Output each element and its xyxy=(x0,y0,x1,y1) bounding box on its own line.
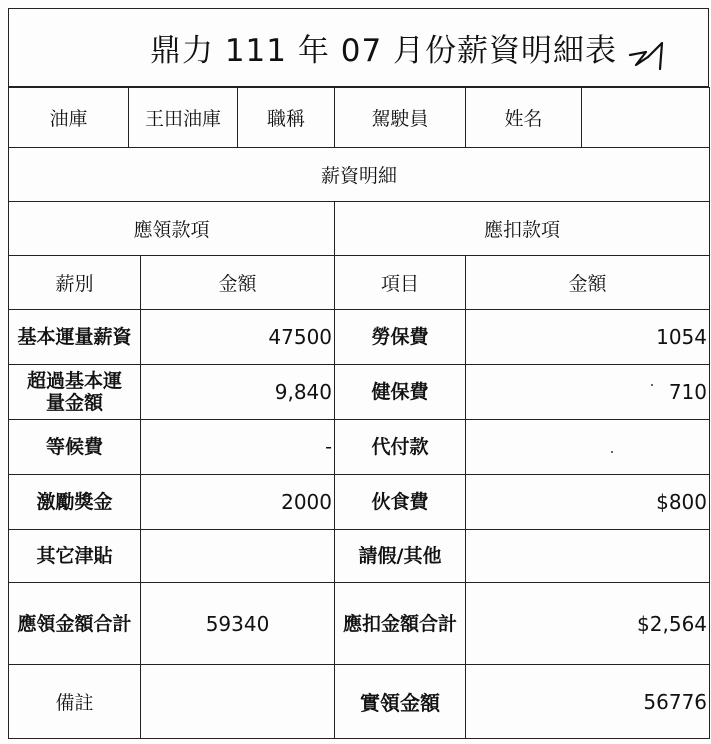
earning-label: 基本運量薪資 xyxy=(9,310,141,365)
earning-value: - xyxy=(141,420,335,475)
name-value xyxy=(582,88,710,148)
position-label: 職稱 xyxy=(238,88,335,148)
deductions-total-label: 應扣金額合計 xyxy=(335,583,466,665)
position-value: 駕駛員 xyxy=(335,88,466,148)
net-pay-label: 實領金額 xyxy=(335,665,466,739)
earning-label: 等候費 xyxy=(9,420,141,475)
item-header: 項目 xyxy=(335,256,466,310)
earning-label: 超過基本運量金額 xyxy=(9,365,141,420)
table-row xyxy=(9,310,710,365)
depot-value: 王田油庫 xyxy=(129,88,238,148)
deductions-amount-header: 金額 xyxy=(466,256,710,310)
page-title: 鼎力 111 年 07 月份薪資明細表 xyxy=(149,33,618,69)
net-pay-value: 56776 xyxy=(466,665,710,739)
earning-label: 其它津貼 xyxy=(9,530,141,583)
handwritten-signature xyxy=(626,35,674,75)
deductions-total-value: $2,564 xyxy=(466,583,710,665)
table-row xyxy=(9,365,710,420)
deduction-label: 請假/其他 xyxy=(335,530,466,583)
deduction-label: 代付款 xyxy=(335,420,466,475)
deduction-value: $800 xyxy=(466,475,710,530)
info-row xyxy=(9,88,710,148)
footer-row xyxy=(9,665,710,739)
salary-table xyxy=(8,87,710,739)
scan-speck xyxy=(611,451,613,453)
column-header-row xyxy=(9,256,710,310)
totals-row xyxy=(9,583,710,665)
earning-value: 47500 xyxy=(141,310,335,365)
category-header-row xyxy=(9,202,710,256)
remarks-label: 備註 xyxy=(9,665,141,739)
scan-speck xyxy=(651,384,653,386)
deduction-label: 勞保費 xyxy=(335,310,466,365)
deduction-value xyxy=(466,420,710,475)
table-row xyxy=(9,475,710,530)
depot-label: 油庫 xyxy=(9,88,129,148)
earnings-amount-header: 金額 xyxy=(141,256,335,310)
remarks-value xyxy=(141,665,335,739)
deductions-header: 應扣款項 xyxy=(335,202,710,256)
earning-label: 激勵獎金 xyxy=(9,475,141,530)
deduction-label: 伙食費 xyxy=(335,475,466,530)
earnings-total-value: 59340 xyxy=(141,583,335,665)
table-row xyxy=(9,530,710,583)
table-row xyxy=(9,420,710,475)
deduction-value xyxy=(466,530,710,583)
pay-type-header: 薪別 xyxy=(9,256,141,310)
earnings-total-label: 應領金額合計 xyxy=(9,583,141,665)
deduction-label: 健保費 xyxy=(335,365,466,420)
deduction-value: 1054 xyxy=(466,310,710,365)
section-title-row xyxy=(9,148,710,202)
section-title: 薪資明細 xyxy=(9,148,710,202)
earning-value xyxy=(141,530,335,583)
title-row xyxy=(8,8,709,87)
earnings-header: 應領款項 xyxy=(9,202,335,256)
earning-value: 2000 xyxy=(141,475,335,530)
name-label: 姓名 xyxy=(466,88,582,148)
deduction-value: 710 xyxy=(466,365,710,420)
earning-value: 9,840 xyxy=(141,365,335,420)
